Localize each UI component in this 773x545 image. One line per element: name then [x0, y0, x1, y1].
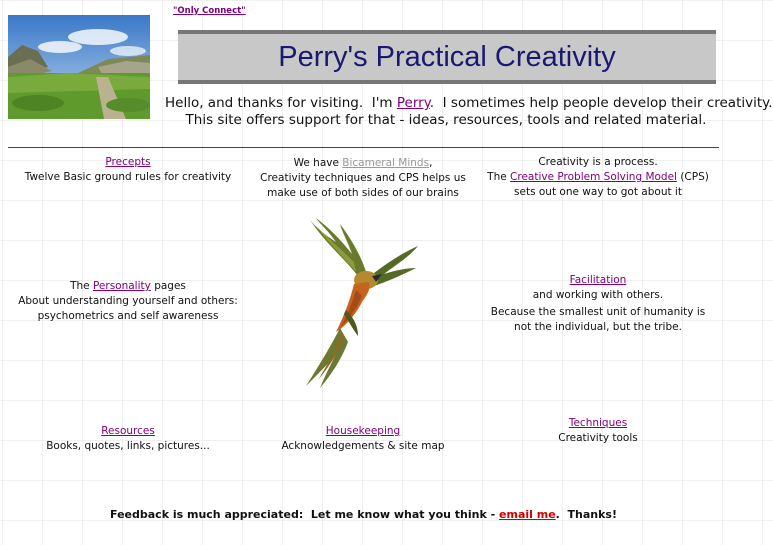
bicameral-minds-link[interactable]: Bicameral Minds	[342, 157, 430, 169]
only-connect-link[interactable]: "Only Connect"	[173, 6, 246, 16]
bicameral-line3: make use of both sides of our brains	[267, 187, 459, 199]
facilitation-line2: and working with others.	[532, 289, 664, 301]
techniques-section	[482, 416, 714, 446]
precepts-desc: Twelve Basic ground rules for creativity	[24, 171, 232, 183]
resources-section	[10, 424, 246, 454]
facilitation-section	[482, 273, 714, 335]
precepts-section	[10, 155, 246, 185]
techniques-link[interactable]: Techniques	[568, 417, 628, 429]
horizontal-divider	[8, 147, 719, 148]
cps-line3: sets out one way to got about it	[514, 186, 682, 198]
personality-suffix: pages	[150, 280, 186, 292]
cps-line1: Creativity is a process.	[538, 156, 658, 168]
personality-line3: psychometrics and self awareness	[37, 310, 219, 322]
personality-link[interactable]: Personality	[92, 280, 151, 292]
bicameral-line2: Creativity techniques and CPS helps us	[260, 172, 466, 184]
techniques-desc: Creativity tools	[558, 432, 638, 444]
facilitation-link[interactable]: Facilitation	[569, 274, 627, 286]
precepts-link[interactable]: Precepts	[105, 156, 151, 168]
cps-section	[482, 155, 714, 200]
resources-link[interactable]: Resources	[101, 425, 155, 437]
intro-suffix: . I sometimes help people develop their creativity.	[429, 95, 773, 111]
landscape-photo	[8, 15, 150, 119]
personality-line2: About understanding yourself and others:	[18, 295, 238, 307]
title-banner	[178, 30, 716, 84]
bicameral-prefix: We have	[293, 157, 343, 169]
feedback-prefix: Feedback is much appreciated: Let me know what you think -	[110, 508, 500, 521]
housekeeping-section	[244, 424, 482, 454]
facilitation-line3: Because the smallest unit of humanity is	[490, 306, 706, 318]
intro-line2: This site offers support for that - ideas, resources, tools and related material.	[185, 112, 707, 128]
feedback-footer	[0, 508, 727, 521]
personality-section	[10, 279, 246, 324]
email-me-link[interactable]: email me	[499, 508, 556, 521]
intro-prefix: Hello, and thanks for visiting. I'm	[165, 95, 397, 111]
perry-link[interactable]: Perry	[396, 95, 430, 111]
bicameral-section	[244, 156, 482, 201]
cps-prefix: The	[487, 171, 511, 183]
housekeeping-desc: Acknowledgements & site map	[281, 440, 445, 452]
cps-suffix: (CPS)	[676, 171, 709, 183]
cps-model-link[interactable]: Creative Problem Solving Model	[510, 171, 677, 183]
bicameral-suffix: ,	[429, 157, 433, 169]
parrot-image	[296, 214, 426, 390]
intro-text	[165, 95, 773, 129]
resources-desc: Books, quotes, links, pictures...	[46, 440, 210, 452]
housekeeping-link[interactable]: Housekeeping	[325, 425, 401, 437]
facilitation-line4: not the individual, but the tribe.	[514, 321, 682, 333]
page-title: Perry's Practical Creativity	[278, 40, 616, 73]
personality-prefix: The	[70, 280, 93, 292]
feedback-suffix: . Thanks!	[555, 508, 617, 521]
